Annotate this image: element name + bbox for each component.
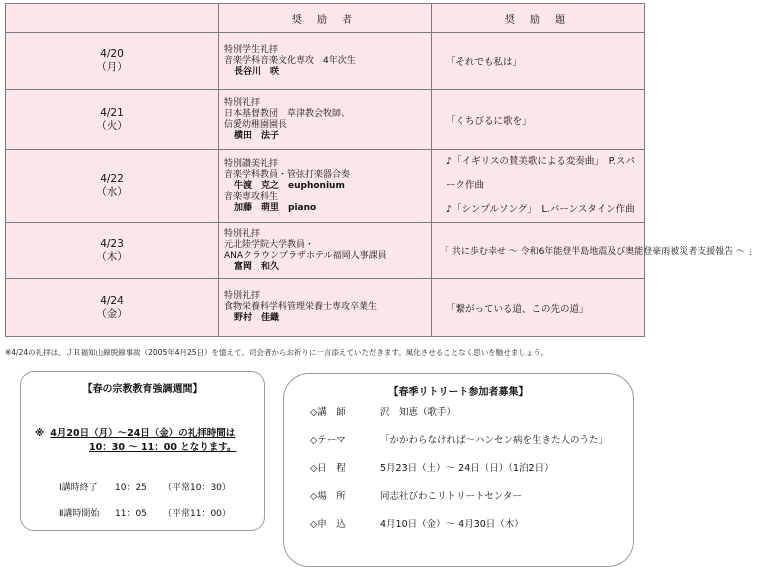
retreat-item-value: 4月10日（金）～ 4月30日（木） (380, 519, 524, 530)
presenter-name: 加藤 萌里 piano (234, 202, 317, 213)
presenter-cell (219, 90, 432, 150)
retreat-item-value: 沢 知恵（歌手） (380, 407, 457, 418)
notice-mark: ※ (35, 428, 45, 439)
retreat-item (284, 400, 633, 426)
presenter-cell (219, 223, 432, 279)
time-value: 10：25 (115, 483, 147, 493)
retreat-item (284, 512, 633, 538)
role-line: 食物栄養科学科管理栄養士専攻卒業生 (224, 302, 378, 312)
notice-line-1: 4月20日（月）～24日（金）の礼拝時間は (50, 428, 236, 439)
title-cell (432, 90, 645, 150)
date: 4/23 (100, 237, 124, 250)
time-list (21, 475, 264, 527)
role-line: 音楽学科音楽文化専攻 4年次生 (224, 55, 356, 66)
retreat-item-value: 5月23日（土）～ 24日（日）（1泊2日） (380, 463, 554, 474)
presenter-name: 牛渡 克之 euphonium (234, 180, 345, 191)
weekday: （月） (96, 61, 128, 73)
retreat-box (283, 373, 634, 567)
role-line: 特別礼拝 (224, 228, 261, 239)
retreat-item-key: ◇場 所 (310, 491, 346, 502)
role-line: 日本基督教団 草津教会牧師、 (224, 108, 351, 119)
time-normal: （平常10：30） (163, 483, 231, 493)
role-line: 特別礼拝 (224, 291, 261, 301)
presenter-name: 富岡 和久 (234, 261, 280, 272)
date: 4/22 (100, 173, 124, 185)
date: 4/24 (100, 294, 124, 307)
presenter-cell (219, 33, 432, 90)
emphasis-week-box (20, 371, 265, 531)
header-presenter: 奨 励 者 (219, 4, 432, 33)
presenter-name: 長谷川 咲 (234, 66, 280, 77)
table-row (6, 223, 645, 279)
date-cell (6, 279, 219, 337)
retreat-item-key: ◇講 師 (310, 407, 346, 418)
header-title: 奨 励 題 (432, 4, 645, 33)
role-line: 特別礼拝 (224, 97, 261, 108)
sermon-title: ♪「イギリスの賛美歌による変奏曲」 P.スパーク作曲 (446, 156, 635, 191)
table-row (6, 279, 645, 337)
time-value: 11：05 (115, 509, 147, 519)
role-line: 特別讃美礼拝 (224, 158, 279, 169)
weekday: （火） (96, 119, 128, 132)
role-line: 元北陸学院大学教員・ (224, 239, 315, 250)
presenter-cell (219, 150, 432, 223)
table-row (6, 150, 645, 223)
role-line: 音楽学科教員・管弦打楽器合奏 (224, 169, 351, 180)
retreat-item-key: ◇日 程 (310, 463, 346, 474)
date: 4/20 (100, 48, 124, 60)
role-line: 信愛幼稚園園長 (224, 119, 288, 130)
title-cell (432, 223, 757, 279)
time-normal: （平常11：00） (163, 509, 231, 519)
date: 4/21 (100, 106, 124, 119)
weekday: （水） (96, 186, 128, 198)
weekday: （金） (96, 307, 128, 320)
notice-line-2: 10：30 ～ 11：00 となります。 (89, 442, 237, 453)
sermon-title: 「くちびるに歌を」 (446, 115, 532, 127)
retreat-item (284, 428, 633, 454)
title-cell (432, 150, 645, 223)
sermon-title: 「繋がっている道、この先の道」 (446, 303, 589, 315)
role-line: ANAクラウンプラザホテル福岡人事課員 (224, 250, 387, 261)
presenter-name: 横田 法子 (234, 130, 280, 141)
schedule-notice (21, 427, 264, 455)
weekday: （木） (96, 250, 128, 263)
presenter-cell (219, 279, 432, 337)
retreat-item-key: ◇テーマ (310, 435, 346, 446)
table-row (6, 33, 645, 90)
emphasis-week-heading: 【春の宗教教育強調週間】 (82, 384, 203, 395)
date-cell (6, 90, 219, 150)
title-cell (432, 279, 645, 337)
retreat-item-value: 同志社びわこリトリートセンター (380, 491, 522, 502)
time-label: Ⅱ講時開始 (59, 509, 100, 519)
title-cell (432, 33, 645, 90)
role-line: 音楽専攻科生 (224, 191, 279, 202)
role-line: 特別学生礼拝 (224, 44, 279, 55)
retreat-item (284, 456, 633, 482)
retreat-item-key: ◇申 込 (310, 519, 346, 530)
retreat-item (284, 484, 633, 510)
footnote: ※4/24の礼拝は、ＪＲ福知山線脱線事故（2005年4月25日）を憶えて、司会者からお祈りに一言添えていただきます。風化させることなく思いを馳せましょう。 (5, 348, 549, 357)
table-header-row (6, 4, 645, 33)
date-cell (6, 150, 219, 223)
retreat-heading: 【春季リトリート参加者募集】 (388, 387, 529, 398)
time-row (59, 475, 264, 501)
sermon-title: 「 共に歩む幸せ ～ 令和6年能登半島地震及び奥能登豪雨被災者支援報告 ～ 」 (440, 247, 757, 257)
date-cell (6, 33, 219, 90)
sermon-title: 「それでも私は」 (446, 57, 523, 68)
header-date (6, 4, 219, 33)
table-row (6, 90, 645, 150)
time-row (59, 501, 264, 527)
time-label: Ⅰ講時終了 (59, 483, 98, 493)
retreat-item-value: 「かかわらなければ～ハンセン病を生きた人のうた」 (380, 435, 609, 446)
sermon-title: ♪「シンプルソング」 L.バーンスタイン作曲 (446, 204, 635, 215)
schedule-table (5, 3, 757, 337)
presenter-name: 野村 佳織 (234, 313, 280, 323)
date-cell (6, 223, 219, 279)
